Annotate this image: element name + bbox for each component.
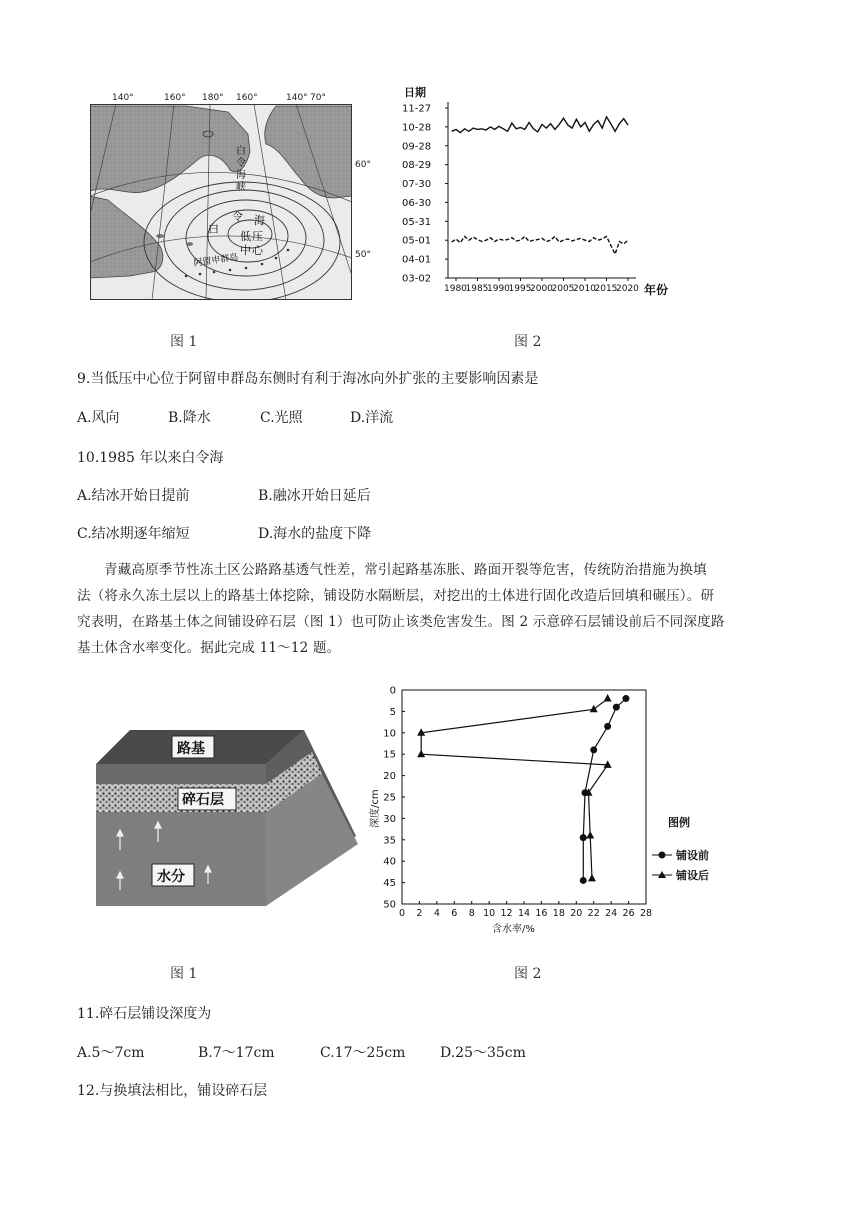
q9-option-c[interactable]: C.光照 bbox=[260, 410, 303, 426]
moisture-ytick-label: 20 bbox=[383, 771, 396, 783]
island-label: 阿留申群岛 bbox=[193, 252, 239, 269]
moisture-chart bbox=[362, 680, 742, 936]
moisture-xtick-label: 28 bbox=[639, 908, 653, 919]
low-label-4: 心 bbox=[252, 244, 263, 257]
legend-before: 铺设前 bbox=[676, 849, 709, 862]
question-12: 12.与换填法相比，铺设碎石层 bbox=[77, 1083, 268, 1099]
sea-label-3: 海 bbox=[254, 214, 265, 227]
q11-option-d[interactable]: D.25～35cm bbox=[440, 1045, 526, 1061]
moisture-xtick-label: 20 bbox=[570, 908, 583, 919]
ice-ytick-label: 06-30 bbox=[402, 197, 432, 209]
strait-label-1: 白 bbox=[236, 146, 246, 157]
ice-chart-xlabel: 年份 bbox=[644, 283, 669, 297]
moisture-xtick-label: 16 bbox=[535, 908, 548, 919]
moisture-xtick-label: 12 bbox=[500, 908, 513, 919]
moisture-ytick-label: 35 bbox=[383, 835, 396, 847]
legend-after: 铺设后 bbox=[676, 869, 709, 882]
ice-xtick-label: 1990 bbox=[487, 284, 510, 294]
question-10: 10.1985 年以来白令海 bbox=[77, 450, 224, 466]
moisture-ytick-label: 10 bbox=[383, 728, 396, 740]
fig2-moisture-caption: 图 2 bbox=[514, 966, 542, 982]
ice-xtick-label: 1980 bbox=[444, 284, 467, 294]
q10-option-d[interactable]: D.海水的盐度下降 bbox=[258, 526, 372, 542]
passage-line-4: 基土体含水率变化。据此完成 11～12 题。 bbox=[77, 640, 341, 656]
ice-xtick-label: 1985 bbox=[465, 284, 489, 294]
fig1-block-caption: 图 1 bbox=[170, 966, 198, 982]
q11-option-c[interactable]: C.17～25cm bbox=[320, 1045, 406, 1061]
ice-ytick-label: 05-01 bbox=[402, 235, 432, 247]
moisture-xtick-label: 6 bbox=[451, 908, 458, 919]
fig1-caption: 图 1 bbox=[170, 334, 198, 350]
freeze-start-series bbox=[452, 117, 628, 133]
q10-option-b[interactable]: B.融冰开始日延后 bbox=[258, 488, 371, 504]
point-before bbox=[613, 704, 620, 711]
ice-ytick-label: 07-30 bbox=[402, 179, 432, 191]
lon-label-6: 70° bbox=[310, 93, 326, 103]
moisture-xtick-label: 24 bbox=[605, 908, 618, 919]
moisture-ytick-label: 45 bbox=[383, 878, 396, 890]
q9-option-a[interactable]: A.风向 bbox=[77, 410, 120, 426]
q9-option-b[interactable]: B.降水 bbox=[168, 410, 211, 426]
gravel-layer-diagram bbox=[96, 726, 364, 906]
moisture-xtick-label: 14 bbox=[517, 908, 531, 919]
q11-option-a[interactable]: A.5～7cm bbox=[77, 1045, 145, 1061]
ice-ytick-label: 04-01 bbox=[402, 254, 432, 266]
ice-ytick-label: 03-02 bbox=[402, 273, 432, 285]
moisture-xtick-label: 0 bbox=[398, 908, 406, 919]
sea-label-2: 令 bbox=[232, 210, 243, 223]
lon-label-5: 140° bbox=[286, 93, 308, 103]
lon-label-1: 140° bbox=[112, 93, 134, 103]
passage-line-2: 法（将永久冻土层以上的路基土体挖除，铺设防水隔断层，对挖出的土体进行固化改造后回填和碾压）。研 bbox=[77, 588, 715, 604]
ice-xtick-label: 1995 bbox=[508, 284, 532, 294]
moisture-xtick-label: 2 bbox=[416, 908, 423, 919]
moisture-ytick-label: 40 bbox=[383, 856, 396, 868]
low-label-1: 低 bbox=[240, 230, 251, 243]
moisture-ytick-label: 50 bbox=[383, 899, 396, 911]
lat-label-60: 60° bbox=[355, 160, 371, 170]
point-before bbox=[580, 877, 587, 884]
ice-ytick-label: 08-29 bbox=[402, 160, 432, 172]
low-label-3: 中 bbox=[240, 244, 251, 257]
point-before bbox=[622, 695, 629, 702]
point-before bbox=[604, 723, 611, 730]
question-11: 11.碎石层铺设深度为 bbox=[77, 1006, 212, 1022]
moisture-ytick-label: 5 bbox=[389, 706, 396, 718]
moisture-ytick-label: 30 bbox=[383, 813, 396, 825]
point-after bbox=[604, 694, 612, 702]
moisture-xtick-label: 18 bbox=[552, 908, 565, 919]
ice-ytick-label: 10-28 bbox=[402, 122, 432, 134]
moisture-xtick-label: 26 bbox=[622, 908, 635, 919]
question-9: 9.当低压中心位于阿留申群岛东侧时有利于海冰向外扩张的主要影响因素是 bbox=[77, 371, 539, 387]
label-gravel: 碎石层 bbox=[182, 792, 224, 808]
passage-line-3: 究表明，在路基土体之间铺设碎石层（图 1）也可防止该类危害发生。图 2 示意碎石层铺设前后不同深度路 bbox=[77, 614, 725, 630]
point-before bbox=[580, 834, 587, 841]
passage-line-1: 青藏高原季节性冻土区公路路基透气性差，常引起路基冻胀、路面开裂等危害，传统防治措施为换填 bbox=[104, 562, 707, 578]
point-after bbox=[417, 750, 425, 758]
ice-xtick-label: 2000 bbox=[530, 284, 553, 294]
point-before bbox=[590, 746, 597, 753]
lon-label-2: 160° bbox=[164, 93, 186, 103]
fig2-caption: 图 2 bbox=[514, 334, 542, 350]
moisture-ylabel: 深度/cm bbox=[370, 789, 381, 828]
label-roadbed: 路基 bbox=[177, 741, 205, 757]
moisture-xtick-label: 8 bbox=[468, 908, 475, 919]
label-water: 水分 bbox=[157, 869, 185, 885]
ice-ytick-label: 05-31 bbox=[402, 216, 432, 228]
ice-xtick-label: 2020 bbox=[616, 284, 639, 294]
ice-xtick-label: 2005 bbox=[551, 284, 575, 294]
series-after-line bbox=[421, 699, 608, 879]
sea-label-1: 白 bbox=[208, 222, 219, 235]
ice-chart-ylabel: 日期 bbox=[404, 86, 426, 99]
point-after bbox=[586, 831, 594, 839]
strait-label-2: 令 bbox=[236, 158, 246, 169]
moisture-ytick-label: 0 bbox=[389, 685, 396, 697]
q11-option-b[interactable]: B.7～17cm bbox=[198, 1045, 275, 1061]
lat-label-50: 50° bbox=[355, 250, 371, 260]
strait-label-4: 峡 bbox=[236, 182, 246, 193]
q10-option-a[interactable]: A.结冰开始日提前 bbox=[77, 488, 190, 504]
moisture-xtick-label: 10 bbox=[483, 908, 496, 919]
ice-xtick-label: 2010 bbox=[573, 284, 596, 294]
ice-ytick-label: 09-28 bbox=[402, 141, 432, 153]
q9-option-d[interactable]: D.洋流 bbox=[350, 410, 394, 426]
moisture-xtick-label: 22 bbox=[587, 908, 600, 919]
point-after bbox=[590, 705, 598, 713]
ice-date-chart bbox=[398, 82, 688, 304]
lon-label-3: 180° bbox=[202, 93, 224, 103]
ice-xtick-label: 2015 bbox=[594, 284, 618, 294]
point-after bbox=[588, 874, 596, 882]
moisture-xlabel: 含水率/% bbox=[492, 924, 535, 935]
legend-title: 图例 bbox=[668, 816, 690, 829]
moisture-ytick-label: 15 bbox=[383, 749, 396, 761]
melt-start-series bbox=[452, 236, 628, 254]
moisture-ytick-label: 25 bbox=[383, 792, 396, 804]
moisture-xtick-label: 4 bbox=[433, 908, 440, 919]
lon-label-4: 160° bbox=[236, 93, 258, 103]
q10-option-c[interactable]: C.结冰期逐年缩短 bbox=[77, 526, 190, 542]
bering-sea-map bbox=[90, 86, 352, 300]
low-label-2: 压 bbox=[252, 230, 263, 243]
ice-ytick-label: 11-27 bbox=[402, 103, 432, 115]
strait-label-3: 海 bbox=[236, 170, 246, 181]
